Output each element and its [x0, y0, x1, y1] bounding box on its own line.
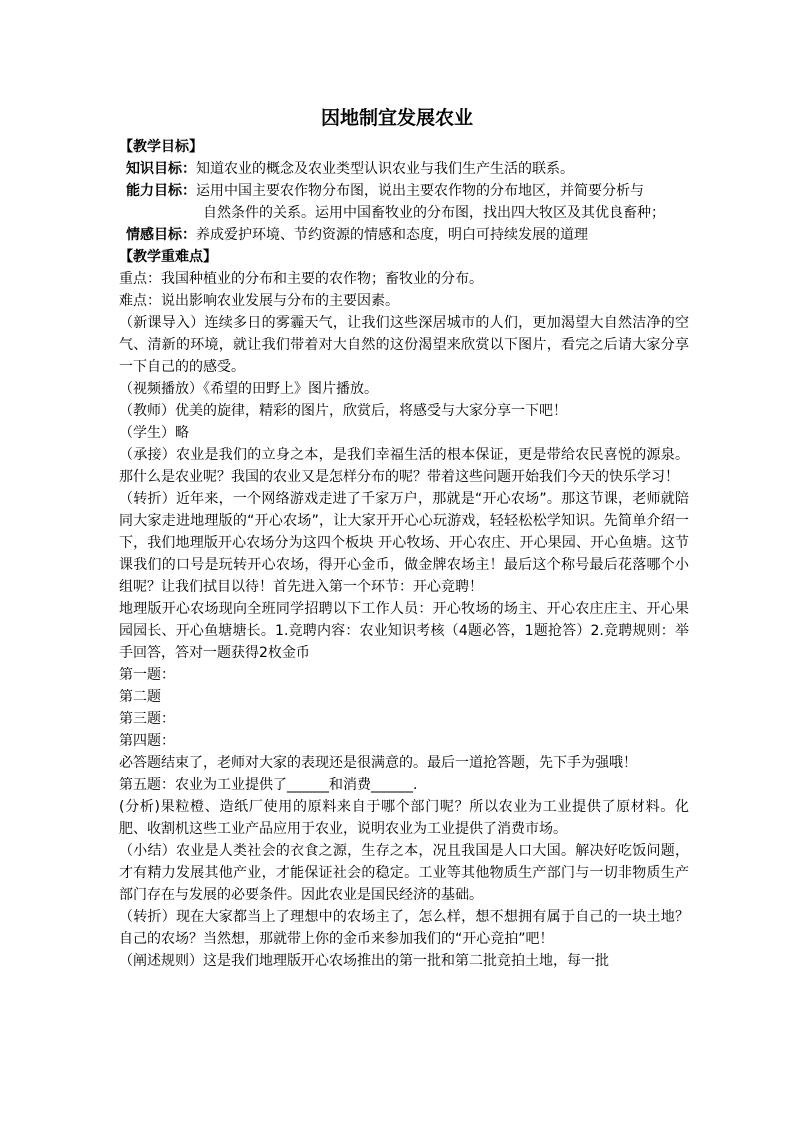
- question-label: 第二题: [119, 689, 161, 705]
- emotion-label: 情感目标：: [126, 227, 196, 243]
- key-point: 重点：我国种植业的分布和主要的农作物；畜牧业的分布。: [119, 271, 483, 287]
- ability-text-1: 运用中国主要农作物分布图，说出主要农作物的分布地区，并简要分析与: [196, 183, 644, 199]
- difficulty: 难点：说出影响农业发展与分布的主要因素。: [119, 293, 399, 309]
- paragraph: （承接）农业是我们的立身之本，是我们幸福生活的根本保证，更是带给农民喜悦的源泉。那什么是农业呢？我国的农业又是怎样分布的呢？带着这些问题开始我们今天的快乐学习！: [119, 447, 689, 485]
- paragraph: （转折）近年来，一个网络游戏走进了千家万户，那就是“开心农场”。那这节课，老师就陪同大家走进地理版的“开心农场”，让大家开开心心玩游戏，轻轻松松学知识。先简单介绍一下，我们地理版开心农场分为这四个板块 开心牧场、开心农庄、开心果园、开心鱼塘。这节课我们的口号是玩转开心农场，得开心金币，做金牌农场主！最后这个称号最后花落哪个小组呢？让我们拭目以待！首先进入第一个环节：开心竞聘！: [119, 491, 689, 595]
- question-label: 第一题：: [119, 667, 175, 683]
- paragraph: 必答题结束了，老师对大家的表现还是很满意的。最后一道抢答题，先下手为强哦！: [119, 755, 637, 771]
- document-title: 因地制宜发展农业: [320, 107, 473, 129]
- knowledge-text: 知道农业的概念及农业类型认识农业与我们生产生活的联系。: [196, 161, 574, 177]
- question-label: 第四题：: [119, 733, 175, 749]
- paragraph: 地理版开心农场现向全班同学招聘以下工作人员：开心牧场的场主、开心农庄庄主、开心果园园长、开心鱼塘塘长。1.竞聘内容：农业知识考核（4题必答，1题抢答）2.竞聘规则：举手回答，答对一题获得2枚金币: [119, 601, 689, 661]
- emotion-objective: [119, 224, 689, 246]
- knowledge-objective: [119, 158, 689, 180]
- ability-objective: [119, 180, 689, 202]
- ability-label: 能力目标：: [126, 183, 196, 199]
- question-label: 第五题：农业为工业提供了______和消费______.: [119, 777, 418, 793]
- paragraph: （小结）农业是人类社会的衣食之源，生存之本，况且我国是人口大国。解决好吃饭问题，才有精力发展其他产业，才能保证社会的稳定。工业等其他物质生产部门与一切非物质生产部门存在与发展的必要条件。因此农业是国民经济的基础。: [119, 843, 689, 903]
- paragraph: （视频播放）《希望的田野上》图片播放。: [119, 381, 378, 397]
- paragraph: (分析)果粒橙、造纸厂使用的原料来自于哪个部门呢？所以农业为工业提供了原材料。化肥、收割机这些工业产品应用于农业，说明农业为工业提供了消费市场。: [119, 799, 689, 837]
- paragraph: （新课导入）连续多日的雾霾天气，让我们这些深居城市的人们，更加渴望大自然洁净的空气、清新的环境，就让我们带着对大自然的这份渴望来欣赏以下图片，看完之后请大家分享一下自己的的感受。: [119, 315, 689, 375]
- paragraph: （学生）略: [119, 425, 189, 441]
- paragraph: （教师）优美的旋律，精彩的图片，欣赏后，将感受与大家分享一下吧！: [119, 403, 567, 419]
- objectives-heading: 【教学目标】: [119, 139, 203, 155]
- paragraph: （阐述规则）这是我们地理版开心农场推出的第一批和第二批竞拍土地，每一批: [119, 953, 609, 969]
- knowledge-label: 知识目标：: [126, 161, 196, 177]
- paragraph: （转折）现在大家都当上了理想中的农场主了，怎么样，想不想拥有属于自己的一块土地？自己的农场？当然想，那就带上你的金币来参加我们的“开心竞拍”吧！: [119, 909, 689, 947]
- question-label: 第三题：: [119, 711, 175, 727]
- key-points-heading: 【教学重难点】: [119, 249, 217, 265]
- ability-text-2: 自然条件的关系。运用中国畜牧业的分布图，找出四大牧区及其优良畜种；: [203, 205, 665, 221]
- emotion-text: 养成爱护环境、节约资源的情感和态度，明白可持续发展的道理: [196, 227, 588, 243]
- document-body: [119, 136, 689, 972]
